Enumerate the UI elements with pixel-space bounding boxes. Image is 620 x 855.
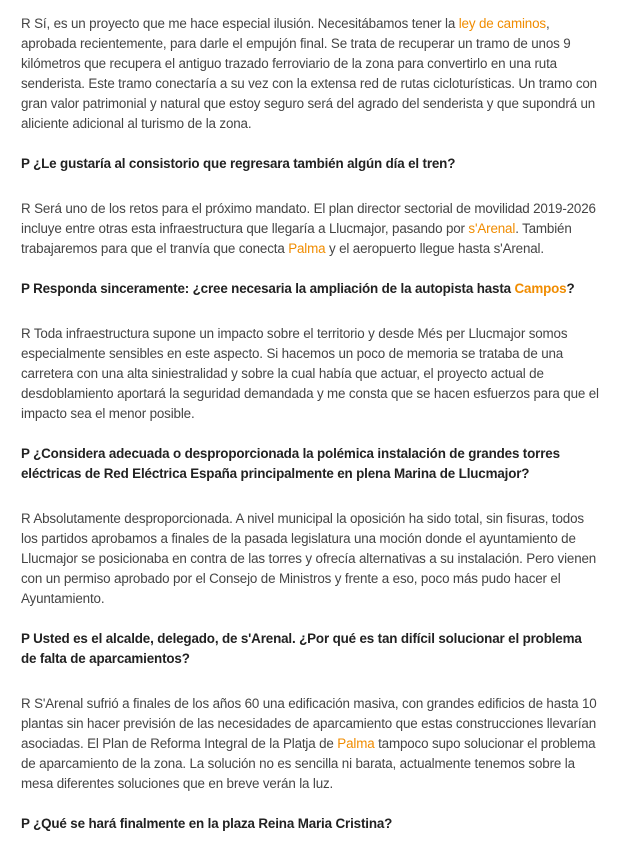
answer-paragraph xyxy=(21,324,600,424)
answer-text: . También trabajaremos para que el tranvía que conecta xyxy=(21,221,572,256)
answer-text: R S'Arenal sufrió a finales de los años 60 una edificación masiva, con grandes edificios de hasta 10 plantas sin hacer previsión de las necesidades de aparcamiento que estas construcciones llevarían asociadas. El Plan de Reforma Integral de la Platja de xyxy=(21,696,597,751)
question-text: P ¿Qué se hará finalmente en la plaza Reina Maria Cristina? xyxy=(21,816,393,831)
answer-text: R Sí, es un proyecto que me hace especial ilusión. Necesitábamos tener la xyxy=(21,16,459,31)
answer-text: y el aeropuerto llegue hasta s'Arenal. xyxy=(325,241,544,256)
answer-text: tampoco supo solucionar el problema de aparcamiento de la zona. La solución no es sencilla ni barata, actualmente tenemos sobre la mesa diferentes soluciones que en breve verán la luz. xyxy=(21,736,596,791)
link-ley-de-caminos[interactable]: ley de caminos xyxy=(458,16,546,31)
question-heading xyxy=(21,444,600,484)
answer-text: R Absolutamente desproporcionada. A nivel municipal la oposición ha sido total, sin fisuras, todos los partidos aprobamos a finales de la pasada legislatura una moción donde el ayuntamiento de Llucmajor se posicionaba en contra de las torres y ofrecía alternativas a su instalación. Pero vienen con un permiso aprobado por el Consejo de Ministros y frente a eso, poco más pudo hacer el Ayuntamiento. xyxy=(21,511,597,606)
link-palma[interactable]: Palma xyxy=(288,241,326,256)
question-text: ? xyxy=(566,281,575,296)
question-heading xyxy=(21,154,600,174)
link-sarenal[interactable]: s'Arenal xyxy=(468,221,516,236)
question-heading xyxy=(21,279,600,299)
question-text: P Usted es el alcalde, delegado, de s'Arenal. ¿Por qué es tan difícil solucionar el problema de falta de aparcamientos? xyxy=(21,631,582,666)
link-palma[interactable]: Palma xyxy=(337,736,375,751)
answer-text: R Será uno de los retos para el próximo mandato. El plan director sectorial de movilidad 2019-2026 incluye entre otras esta infraestructura que llegaría a Llucmajor, pasando por xyxy=(21,201,596,236)
answer-text: , aprobada recientemente, para darle el empujón final. Se trata de recuperar un tramo de unos 9 kilómetros que recupera el antiguo trazado ferroviario de la zona para convertirlo en una ruta senderista. Este tramo conectaría a su vez con la extensa red de rutas cicloturísticas. Un tramo con gran valor patrimonial y natural que estoy seguro será del agrado del senderista y que supondrá un aliciente adicional al turismo de la zona. xyxy=(21,16,597,131)
answer-paragraph xyxy=(21,509,600,609)
answer-paragraph xyxy=(21,14,600,134)
answer-paragraph xyxy=(21,694,600,794)
question-heading xyxy=(21,629,600,669)
question-text: P ¿Le gustaría al consistorio que regresara también algún día el tren? xyxy=(21,156,456,171)
question-heading xyxy=(21,814,600,834)
link-campos[interactable]: Campos xyxy=(514,281,567,296)
question-text: P Responda sinceramente: ¿cree necesaria la ampliación de la autopista hasta xyxy=(21,281,515,296)
answer-paragraph xyxy=(21,199,600,259)
question-text: P ¿Considera adecuada o desproporcionada la polémica instalación de grandes torres eléctricas de Red Eléctrica España principalmente en plena Marina de Llucmajor? xyxy=(21,446,560,481)
answer-text: R Toda infraestructura supone un impacto sobre el territorio y desde Més per Llucmajor somos especialmente sensibles en este aspecto. Si hacemos un poco de memoria se trataba de una carretera con una alta siniestralidad y sobre la cual había que actuar, el proyecto actual de desdoblamiento aportará la seguridad demandada y me consta que se hacen esfuerzos para que el impacto sea el menor posible. xyxy=(21,326,599,421)
